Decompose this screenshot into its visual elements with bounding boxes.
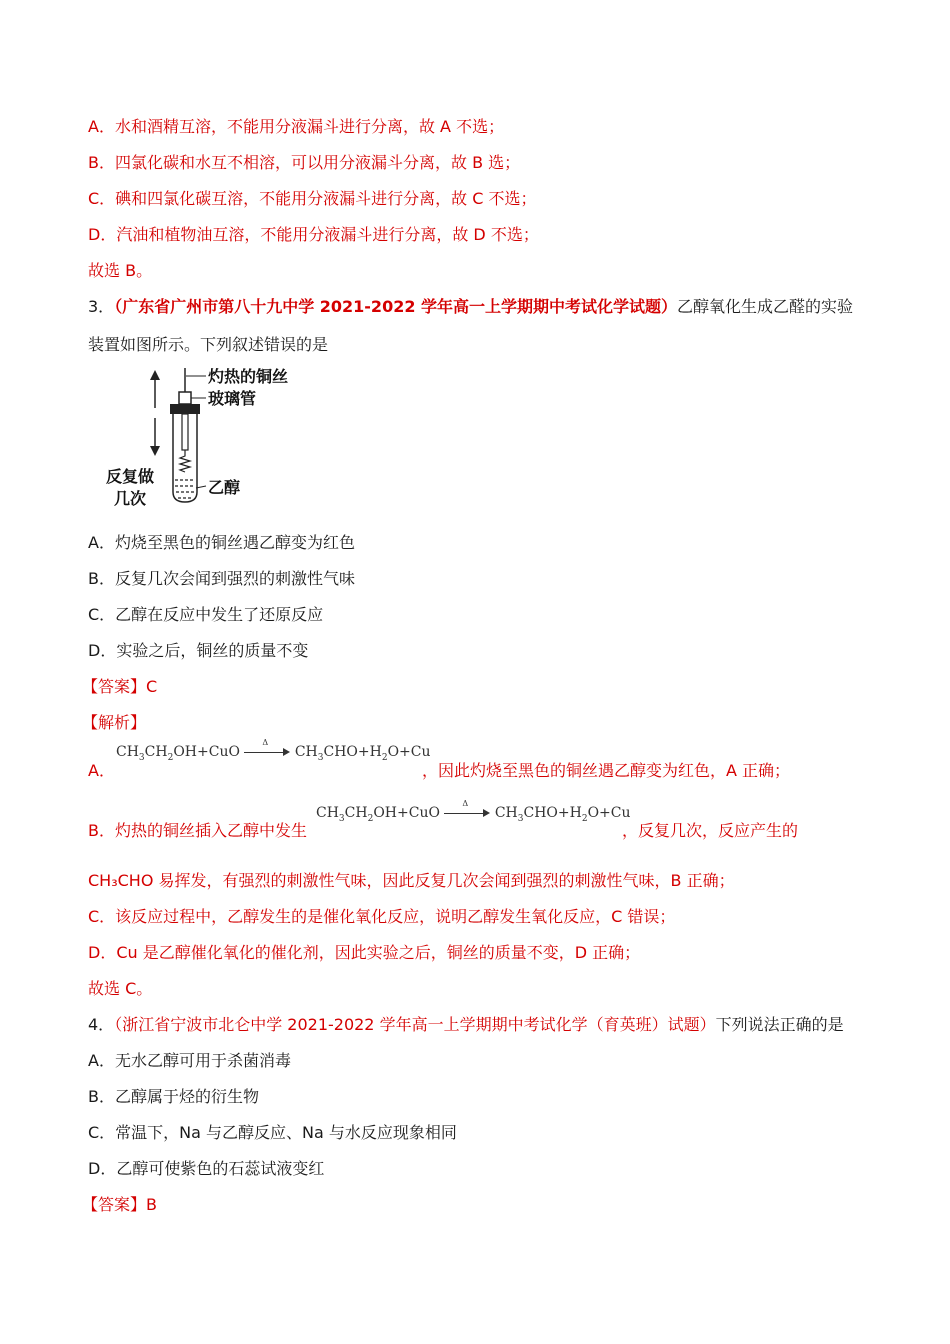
q3-number: 3． <box>88 297 115 316</box>
q2-analysis-d: D．汽油和植物油互溶，不能用分液漏斗进行分离，故 D 不选； <box>88 225 539 244</box>
label-repeat-2: 几次 <box>114 489 147 508</box>
label-glass-tube: 玻璃管 <box>208 389 257 408</box>
q2-analysis-a: A．水和酒精互溶，不能用分液漏斗进行分离，故 A 不选； <box>88 117 505 136</box>
motion-arrow-head-down <box>150 446 160 456</box>
q3-stem-line2: 装置如图所示。下列叙述错误的是 <box>88 335 329 354</box>
q3-analysis-d: D．Cu 是乙醇催化氧化的催化剂，因此实验之后，铜丝的质量不变，D 正确； <box>88 943 641 962</box>
glass-tube-top <box>179 392 191 404</box>
label-repeat-1: 反复做 <box>106 467 155 486</box>
q3-option-c: C．乙醇在反应中发生了还原反应 <box>88 605 324 624</box>
q3-option-b: B．反复几次会闻到强烈的刺激性气味 <box>88 569 355 588</box>
q4-answer: 【答案】B <box>82 1195 157 1214</box>
q4-number: 4． <box>88 1015 115 1034</box>
q3-source: （广东省广州市第八十九中学 2021-2022 学年高一上学期期中考试化学试题） <box>114 297 678 316</box>
glass-tube-inner <box>182 414 188 450</box>
q2-analysis-c: C．碘和四氯化碳互溶，不能用分液漏斗进行分离，故 C 不选； <box>88 189 537 208</box>
q3-answer: 【答案】C <box>82 677 158 696</box>
q2-analysis-b: B．四氯化碳和水互不相溶，可以用分液漏斗分离，故 B 选； <box>88 153 521 172</box>
q3-analysis-c: C．该反应过程中，乙醇发生的是催化氧化反应，说明乙醇发生氧化反应，C 错误； <box>88 907 676 926</box>
equation-a: $CH_3CH_2OH+CuO$ Δ $CH_3CHO+H_2O+Cu$ <box>116 738 431 763</box>
q3-stem-part1: 乙醇氧化生成乙醛的实验 <box>677 297 854 316</box>
stopper <box>170 404 200 414</box>
equation-b: $CH_3CH_2OH+CuO$ Δ $CH_3CHO+H_2O+Cu$ <box>316 799 631 824</box>
q3-analysis-a-prefix: A． <box>88 761 115 780</box>
q4-option-a: A．无水乙醇可用于杀菌消毒 <box>88 1051 291 1070</box>
q3-analysis-title: 【解析】 <box>82 713 147 732</box>
q3-stem-line1 <box>88 296 853 318</box>
q4-stem <box>88 1014 844 1036</box>
q3-analysis-b-continued: CH₃CHO 易挥发，有强烈的刺激性气味，因此反复几次会闻到强烈的刺激性气味，B 正确； <box>88 871 735 890</box>
q2-conclusion: 故选 B。 <box>88 261 153 280</box>
label-ethanol: 乙醇 <box>208 478 241 497</box>
q3-analysis-b-suffix: ，反复几次，反应产生的 <box>622 821 799 840</box>
apparatus-figure <box>100 364 320 514</box>
q3-conclusion: 故选 C。 <box>88 979 153 998</box>
q4-source: （浙江省宁波市北仑中学 2021-2022 学年高一上学期期中考试化学（育英班）试题） <box>114 1015 716 1034</box>
reaction-arrow: Δ <box>444 808 490 818</box>
label-copper-wire: 灼热的铜丝 <box>208 367 289 386</box>
q4-option-b: B．乙醇属于烃的衍生物 <box>88 1087 259 1106</box>
motion-arrow-head-up <box>150 370 160 380</box>
reaction-arrow: Δ <box>244 747 290 757</box>
q3-option-d: D．实验之后，铜丝的质量不变 <box>88 641 309 660</box>
q4-option-c: C．常温下，Na 与乙醇反应、Na 与水反应现象相同 <box>88 1123 457 1142</box>
q3-option-a: A．灼烧至黑色的铜丝遇乙醇变为红色 <box>88 533 355 552</box>
q4-option-d: D．乙醇可使紫色的石蕊试液变红 <box>88 1159 325 1178</box>
q4-stem-text: 下列说法正确的是 <box>715 1015 844 1034</box>
q3-analysis-a-suffix: ，因此灼烧至黑色的铜丝遇乙醇变为红色，A 正确； <box>422 761 791 780</box>
q3-analysis-b-prefix: B．灼热的铜丝插入乙醇中发生 <box>88 821 307 840</box>
